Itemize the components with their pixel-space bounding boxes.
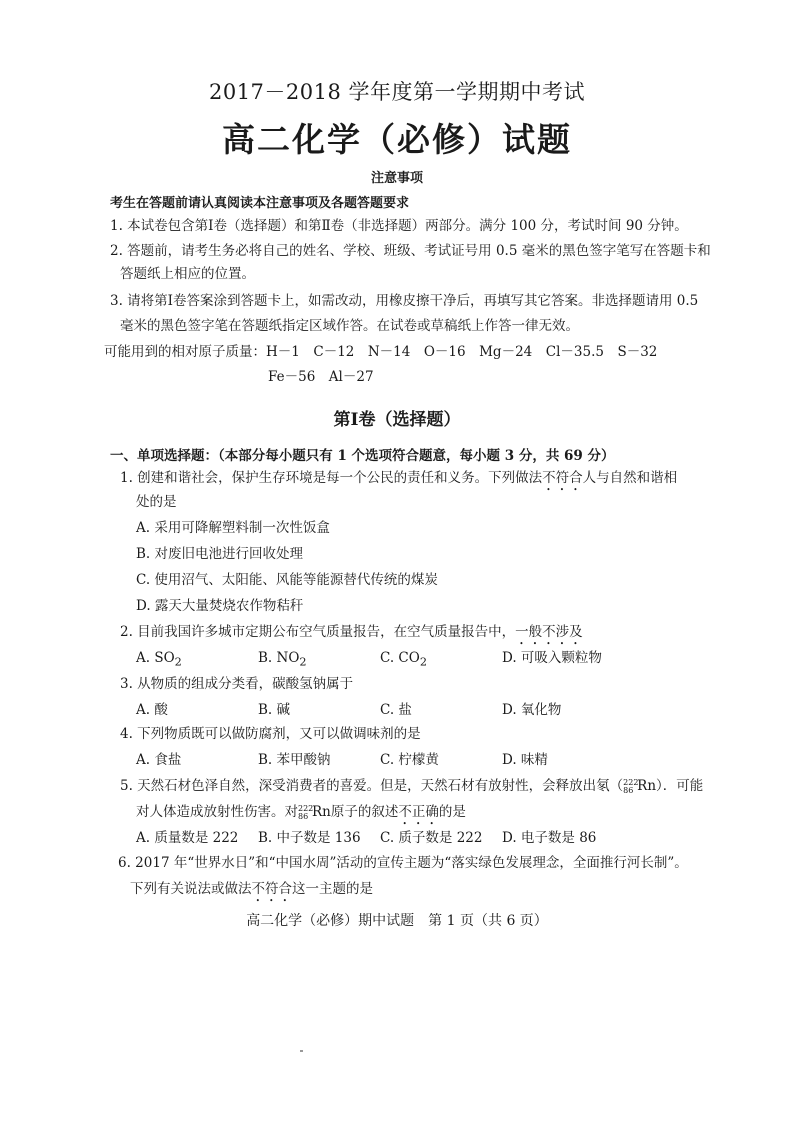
question-3: 3. 从物质的组成分类看，碳酸氢钠属于 (120, 676, 354, 692)
question-5-text-pre: 5. 天然石材色泽自然，深受消费者的喜爱。但是，天然石材有放射性，会释放出氡（ (120, 778, 624, 794)
question-5-line2-pre: 对人体造成放射性伤害。对 (136, 804, 298, 820)
q2-option-b (258, 648, 307, 673)
notice-item-3: 3. 请将第Ⅰ卷答案涂到答题卡上，如需改动，用橡皮擦干净后，再填写其它答案。非选择题请用 0.5 (110, 293, 699, 309)
q1-option-d: D. 露天大量焚烧农作物秸秆 (136, 598, 304, 614)
notice-item-2: 2. 答题前，请考生务必将自己的姓名、学校、班级、考试证号用 0.5 毫米的黑色签字笔写在答题卡和 (110, 243, 711, 259)
question-5-cont (136, 802, 466, 828)
question-1-emphasis: 不符合 (542, 470, 583, 486)
question-6-emphasis: 不符合 (251, 881, 292, 897)
question-5-atomic-number: 86 (623, 785, 634, 795)
q2-option-b-subscript: 2 (299, 655, 307, 669)
exam-year-line: 2017－2018 学年度第一学期期中考试 (208, 80, 586, 104)
atomic-mass-line-1: 可能用到的相对原子质量：H－1 C－12 N－14 O－16 Mg－24 Cl－35.5 S－32 (104, 344, 658, 360)
q3-option-b: B. 碱 (258, 702, 291, 718)
question-2-emphasis: 一般不涉及 (515, 624, 583, 640)
q4-option-c: C. 柠檬黄 (380, 752, 439, 768)
scan-speck (300, 1050, 303, 1052)
q3-option-d: D. 氧化物 (502, 702, 562, 718)
q4-option-a: A. 食盐 (136, 752, 182, 768)
question-4: 4. 下列物质既可以做防腐剂，又可以做调味剂的是 (120, 726, 421, 742)
question-1-text-post: 人与自然和谐相 (582, 470, 678, 486)
q3-option-c: C. 盐 (380, 702, 412, 718)
question-2-text-pre: 2. 目前我国许多城市定期公布空气质量报告，在空气质量报告中， (120, 624, 516, 640)
q5-option-c: C. 质子数是 222 (380, 830, 483, 846)
question-1-cont: 处的是 (136, 494, 177, 510)
notice-item-3-cont: 毫米的黑色签字笔在答题纸指定区域作答。在试卷或草稿纸上作答一律无效。 (120, 318, 579, 334)
q2-option-a (136, 648, 182, 673)
q4-option-d: D. 味精 (502, 752, 548, 768)
question-5-line2-post: 的是 (438, 804, 466, 820)
question-5-line2-mid: 原子的叙述 (330, 804, 399, 820)
q2-option-d: D. 可吸入颗粒物 (502, 650, 602, 666)
q1-option-c: C. 使用沼气、太阳能、风能等能源替代传统的煤炭 (136, 572, 438, 588)
notice-intro: 考生在答题前请认真阅读本注意事项及各题答题要求 (110, 196, 410, 211)
q2-option-a-subscript: 2 (174, 655, 182, 669)
question-5-nuclide-numbers (623, 779, 637, 795)
question-2 (120, 622, 583, 648)
question-5-atomic-number-2: 86 (298, 811, 309, 821)
question-5 (120, 776, 703, 796)
q5-option-a: A. 质量数是 222 (136, 830, 239, 846)
notice-item-2-cont: 答题纸上相应的位置。 (120, 266, 255, 282)
question-1-text-pre: 1. 创建和谐社会，保护生存环境是每一个公民的责任和义务。下列做法 (120, 470, 543, 486)
q1-option-b: B. 对废旧电池进行回收处理 (136, 546, 304, 562)
question-5-element: Rn (637, 778, 657, 794)
question-5-mass-number-2: 222 (298, 803, 314, 813)
q2-option-c-subscript: 2 (419, 655, 427, 669)
question-5-mass-number: 222 (623, 777, 639, 787)
question-5-nuclide-numbers-2 (298, 805, 312, 821)
page-footer: 高二化学（必修）期中试题 第 1 页（共 6 页） (246, 913, 548, 929)
q5-option-b: B. 中子数是 136 (258, 830, 361, 846)
question-6-line2-pre: 下列有关说法或做法 (130, 881, 252, 897)
question-5-element-2: Rn (312, 804, 331, 820)
q2-option-c (380, 648, 427, 673)
question-1 (120, 468, 677, 494)
notice-heading: 注意事项 (370, 171, 423, 186)
q1-option-a: A. 采用可降解塑料制一次性饭盒 (136, 520, 330, 536)
q3-option-a: A. 酸 (136, 702, 168, 718)
q4-option-b: B. 苯甲酸钠 (258, 752, 331, 768)
question-5-text-post: ）．可能 (656, 778, 704, 794)
section-title: 第Ⅰ卷（选择题） (333, 410, 461, 430)
notice-item-1: 1. 本试卷包含第Ⅰ卷（选择题）和第Ⅱ卷（非选择题）两部分。满分 100 分，考试时间 90 分钟。 (110, 218, 688, 234)
question-6-cont (130, 879, 373, 905)
question-6-line2-post: 这一主题的是 (292, 881, 373, 897)
q2-option-c-text: C. CO (380, 650, 420, 666)
q2-option-b-text: B. NO (258, 650, 300, 666)
section-subtitle: 一、单项选择题：（本部分每小题只有 1 个选项符合题意，每小题 3 分，共 69 分） (110, 448, 615, 464)
question-5-emphasis: 不正确 (398, 804, 439, 820)
atomic-mass-line-2: Fe－56 Al－27 (268, 369, 374, 385)
q5-option-d: D. 电子数是 86 (502, 830, 597, 846)
q2-option-a-text: A. SO (136, 650, 175, 666)
exam-title: 高二化学（必修）试题 (222, 120, 572, 159)
question-6: 6. 2017 年“世界水日”和“中国水周”活动的宣传主题为“落实绿色发展理念，全面推行河长制”。 (118, 855, 688, 871)
